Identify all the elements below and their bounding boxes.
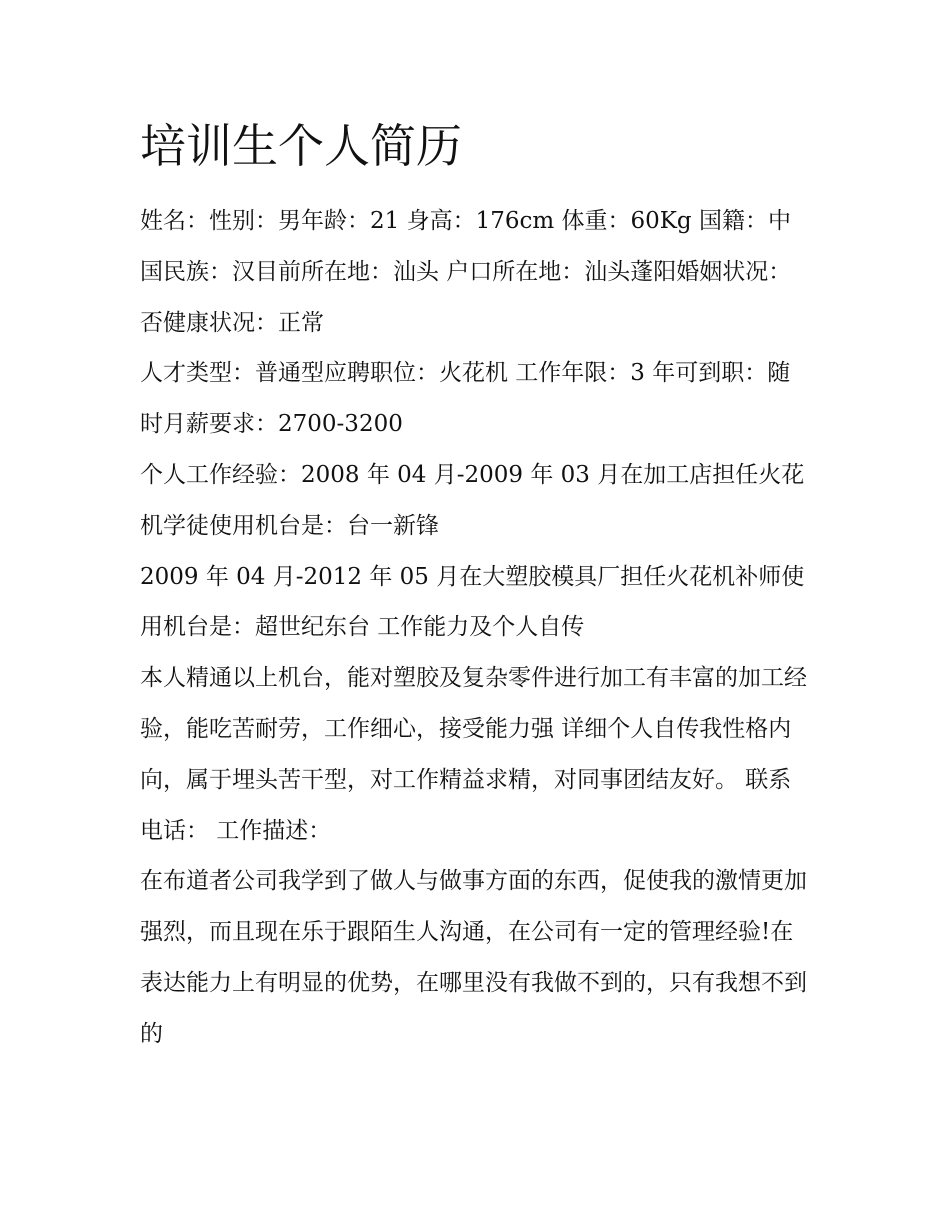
document-title: 培训生个人简历	[140, 119, 462, 173]
paragraph-personal-info: 姓名：性别：男年龄：21 身高：176cm 体重：60Kg 国籍：中国民族：汉目前所在地：汕头 户口所在地：汕头蓬阳婚姻状况：否健康状况：正常	[140, 208, 792, 336]
paragraph-job-intent: 人才类型：普通型应聘职位：火花机 工作年限：3 年可到职：随时月薪要求：2700-3200	[140, 360, 791, 438]
paragraph-self-description: 本人精通以上机台，能对塑胶及复杂零件进行加工有丰富的加工经验，能吃苦耐劳，工作细心，接受能力强 详细个人自传我性格内向，属于埋头苦干型，对工作精益求精，对同事团结友好。 联系电话： 工作描述：	[140, 665, 807, 844]
document-body	[140, 112, 812, 1060]
paragraph-experience-2: 2009 年 04 月-2012 年 05 月在大塑胶模具厂担任火花机补师使用机台是：超世纪东台 工作能力及个人自传	[140, 563, 805, 641]
paragraph-experience-1: 个人工作经验：2008 年 04 月-2009 年 03 月在加工店担任火花机学徒使用机台是：台一新锋	[140, 461, 805, 539]
paragraph-work-description: 在布道者公司我学到了做人与做事方面的东西，促使我的激情更加强烈，而且现在乐于跟陌生人沟通，在公司有一定的管理经验!在表达能力上有明显的优势，在哪里没有我做不到的，只有我想不到的	[140, 868, 807, 1047]
